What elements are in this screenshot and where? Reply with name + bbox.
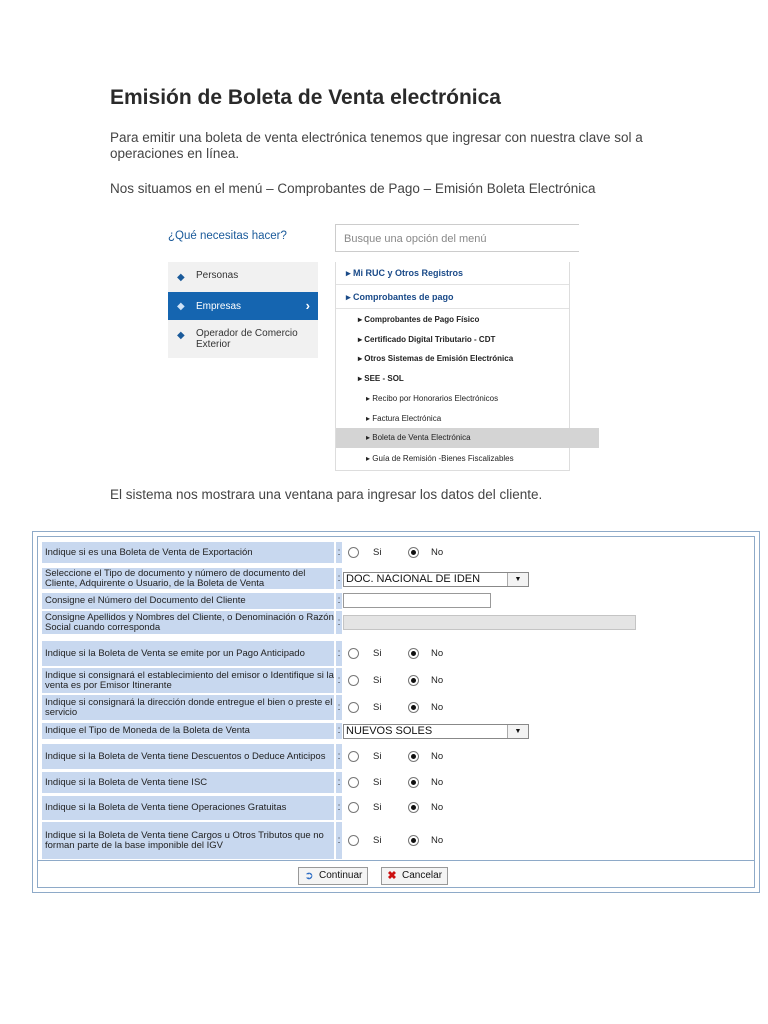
- window-paragraph: El sistema nos mostrara una ventana para ingresar los datos del cliente.: [110, 487, 543, 502]
- menu-item-label: Operador de Comercio Exterior: [196, 328, 298, 350]
- form-row-label: Indique si es una Boleta de Venta de Exportación: [42, 542, 334, 563]
- radio-si[interactable]: [348, 777, 359, 788]
- form-row-colon: :: [336, 611, 342, 634]
- radio-si[interactable]: [348, 702, 359, 713]
- radio-no-label: No: [431, 546, 444, 558]
- menu-item-mi-ruc[interactable]: ▸ Mi RUC y Otros Registros: [346, 268, 464, 278]
- radio-no-label: No: [431, 647, 444, 659]
- chevron-down-icon[interactable]: ▼: [507, 573, 528, 586]
- form-row-label: Indique si la Boleta de Venta tiene Descuentos o Deduce Anticipos: [42, 744, 334, 769]
- form-row-colon: :: [336, 593, 342, 609]
- form-row-label: Indique si consignará la dirección donde entregue el bien o preste el servicio: [42, 695, 334, 720]
- form-row-label: Consigne el Número del Documento del Cliente: [42, 593, 334, 609]
- form-row-label: Seleccione el Tipo de documento y número de documento del Cliente, Adquirente o Usuario, de la Boleta de Venta: [42, 568, 334, 589]
- menu-item-personas[interactable]: [168, 270, 318, 290]
- continue-button[interactable]: [298, 867, 368, 885]
- form-row-colon: :: [336, 796, 342, 820]
- radio-si[interactable]: [348, 802, 359, 813]
- radio-no[interactable]: [408, 547, 419, 558]
- radio-si-label: Si: [373, 750, 382, 762]
- menu-search-input[interactable]: Busque una opción del menú: [335, 224, 579, 252]
- page-title: Emisión de Boleta de Venta electrónica: [110, 86, 501, 109]
- client-data-form: [32, 531, 760, 893]
- radio-si[interactable]: [348, 675, 359, 686]
- menu-item-factura[interactable]: ▸ Factura Electrónica: [366, 414, 442, 423]
- radio-no-label: No: [431, 701, 444, 713]
- form-row-colon: :: [336, 668, 342, 693]
- radio-si[interactable]: [348, 751, 359, 762]
- radio-si-label: Si: [373, 701, 382, 713]
- radio-si[interactable]: [348, 547, 359, 558]
- menu-path-paragraph: Nos situamos en el menú – Comprobantes de Pago – Emisión Boleta Electrónica: [110, 181, 596, 196]
- radio-no-label: No: [431, 750, 444, 762]
- radio-si-label: Si: [373, 647, 382, 659]
- radio-no[interactable]: [408, 675, 419, 686]
- form-row-label: Indique si la Boleta de Venta tiene Cargos u Otros Tributos que no forman parte de la base imponible del IGV: [42, 822, 334, 859]
- radio-si-label: Si: [373, 834, 382, 846]
- arrow-circle-icon: ➲: [304, 870, 314, 882]
- menu-item-see-sol[interactable]: ▸ SEE - SOL: [358, 374, 404, 383]
- form-row-label: Indique si la Boleta de Venta tiene ISC: [42, 772, 334, 793]
- select-value: NUEVOS SOLES: [346, 725, 433, 737]
- radio-no-label: No: [431, 834, 444, 846]
- form-row-label: Indique el Tipo de Moneda de la Boleta de Venta: [42, 723, 334, 739]
- diamond-icon: ◆: [177, 272, 185, 283]
- radio-si-label: Si: [373, 546, 382, 558]
- left-menu: [168, 262, 318, 358]
- radio-no[interactable]: [408, 802, 419, 813]
- radio-si[interactable]: [348, 648, 359, 659]
- cancel-label: Cancelar: [402, 870, 443, 881]
- radio-no[interactable]: [408, 835, 419, 846]
- radio-si-label: Si: [373, 674, 382, 686]
- radio-no[interactable]: [408, 702, 419, 713]
- diamond-icon: ◆: [177, 330, 185, 341]
- menu-screenshot: [168, 220, 570, 470]
- menu-item-label: Empresas: [196, 301, 242, 312]
- form-row-label: Indique si la Boleta de Venta se emite por un Pago Anticipado: [42, 641, 334, 666]
- radio-si[interactable]: [348, 835, 359, 846]
- menu-item-pago-fisico[interactable]: ▸ Comprobantes de Pago Físico: [358, 315, 480, 324]
- form-row-colon: :: [336, 772, 342, 793]
- diamond-icon: ◆: [177, 301, 185, 312]
- chevron-right-icon: ›: [305, 298, 310, 313]
- radio-no-label: No: [431, 802, 444, 813]
- cancel-button[interactable]: [381, 867, 448, 885]
- form-row-label: Indique si la Boleta de Venta tiene Operaciones Gratuitas: [42, 796, 334, 820]
- form-select[interactable]: [343, 572, 529, 587]
- form-row-label: Consigne Apellidos y Nombres del Cliente, o Denominación o Razón Social cuando corresponda: [42, 611, 334, 634]
- menu-item-label: Personas: [196, 270, 239, 281]
- form-divider: [38, 860, 754, 861]
- form-row-colon: :: [336, 822, 342, 859]
- form-row-colon: :: [336, 723, 342, 739]
- form-select[interactable]: [343, 724, 529, 739]
- menu-item-recibo[interactable]: ▸ Recibo por Honorarios Electrónicos: [366, 394, 499, 403]
- radio-no[interactable]: [408, 648, 419, 659]
- form-row-colon: :: [336, 695, 342, 720]
- radio-no[interactable]: [408, 751, 419, 762]
- radio-no-label: No: [431, 674, 444, 686]
- radio-no[interactable]: [408, 777, 419, 788]
- form-row-label: Indique si consignará el establecimiento del emisor o Identifique si la venta es por Emisor Itinerante: [42, 668, 334, 693]
- menu-item-operador[interactable]: [168, 328, 318, 358]
- menu-item-empresas[interactable]: [168, 292, 318, 320]
- select-value: DOC. NACIONAL DE IDEN: [346, 572, 481, 585]
- radio-si-label: Si: [373, 776, 382, 788]
- continue-label: Continuar: [319, 870, 363, 881]
- form-row-colon: :: [336, 542, 342, 563]
- form-row-colon: :: [336, 744, 342, 769]
- chevron-down-icon[interactable]: ▼: [507, 725, 528, 738]
- form-row-colon: :: [336, 641, 342, 666]
- radio-si-label: Si: [373, 802, 382, 813]
- radio-no-label: No: [431, 776, 444, 788]
- client-name-field: [343, 615, 636, 630]
- menu-item-cdt[interactable]: ▸ Certificado Digital Tributario - CDT: [358, 335, 496, 344]
- right-menu: [335, 262, 570, 471]
- menu-question: ¿Qué necesitas hacer?: [168, 230, 287, 242]
- document-number-field[interactable]: [343, 593, 491, 608]
- intro-paragraph: Para emitir una boleta de venta electrónica tenemos que ingresar con nuestra clave sol a operaciones en línea.: [110, 130, 643, 161]
- x-icon: ✖: [387, 870, 397, 882]
- form-row-colon: :: [336, 568, 342, 589]
- menu-item-comprobantes[interactable]: ▸ Comprobantes de pago: [346, 292, 454, 302]
- menu-item-guia[interactable]: ▸ Guía de Remisión -Bienes Fiscalizables: [366, 454, 514, 463]
- menu-item-boleta[interactable]: ▸ Boleta de Venta Electrónica: [336, 428, 599, 448]
- menu-item-otros-sistemas[interactable]: ▸ Otros Sistemas de Emisión Electrónica: [358, 354, 514, 363]
- form-inner-frame: [37, 536, 755, 888]
